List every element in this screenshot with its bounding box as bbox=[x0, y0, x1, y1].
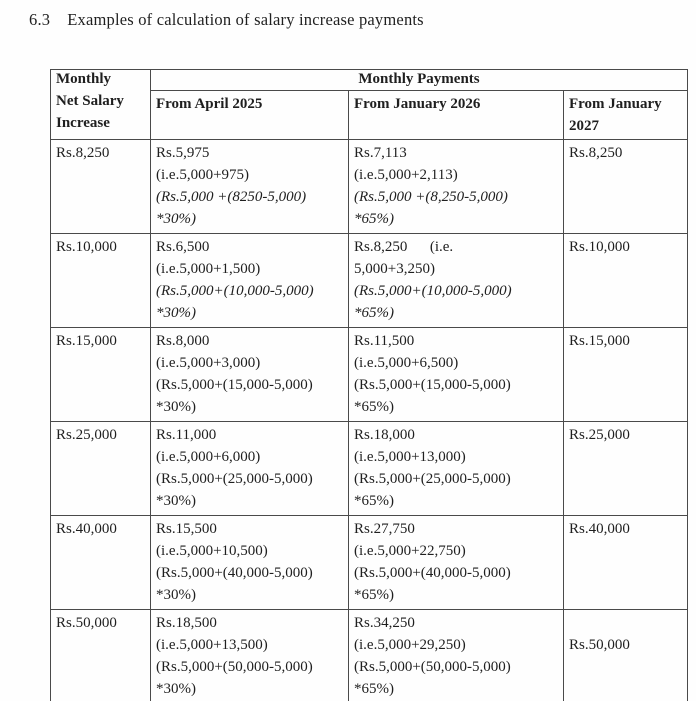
table-body bbox=[51, 140, 688, 701]
cell-line: (i.e.5,000+6,000) bbox=[156, 449, 261, 465]
table-cell-from_january_2027 bbox=[564, 140, 688, 234]
col-header-monthly-payments: Monthly Payments bbox=[151, 70, 688, 91]
table-cell-from_january_2027 bbox=[564, 516, 688, 610]
col-header-from-april-2025: From April 2025 bbox=[151, 91, 349, 140]
cell-line: *65%) bbox=[354, 493, 394, 509]
cell-line: Rs.50,000 bbox=[56, 615, 117, 631]
table-cell-from_april_2025 bbox=[151, 516, 349, 610]
cell-line: (Rs.5,000 +(8,250-5,000) bbox=[354, 189, 508, 205]
table-row bbox=[51, 422, 688, 516]
cell-line: (Rs.5,000+(40,000-5,000) bbox=[354, 565, 511, 581]
salary-increase-table bbox=[50, 69, 688, 701]
table-row bbox=[51, 516, 688, 610]
header-line: Monthly bbox=[56, 71, 112, 87]
table-cell-from_january_2026 bbox=[349, 422, 564, 516]
table-row bbox=[51, 328, 688, 422]
section-title: Examples of calculation of salary increase payments bbox=[67, 10, 424, 29]
table-cell-from_january_2026 bbox=[349, 234, 564, 328]
table-cell-from_april_2025 bbox=[151, 422, 349, 516]
cell-line: Rs.11,500 bbox=[354, 333, 415, 349]
cell-line: (i.e.5,000+13,500) bbox=[156, 637, 268, 653]
table-cell-from_january_2026 bbox=[349, 140, 564, 234]
table-cell-from_january_2026 bbox=[349, 328, 564, 422]
cell-line: (i.e.5,000+6,500) bbox=[354, 355, 459, 371]
table-cell-increase bbox=[51, 234, 151, 328]
cell-line: Rs.27,750 bbox=[354, 521, 415, 537]
col-header-from-january-2026: From January 2026 bbox=[349, 91, 564, 140]
table-cell-from_january_2027 bbox=[564, 328, 688, 422]
table-row bbox=[51, 140, 688, 234]
col-header-monthly-net-salary-increase bbox=[51, 70, 151, 140]
section-heading bbox=[29, 10, 424, 30]
cell-line: *30%) bbox=[156, 211, 196, 227]
cell-line: Rs.40,000 bbox=[56, 521, 117, 537]
cell-line: Rs.8,250 bbox=[569, 145, 623, 161]
cell-line: (i.e.5,000+2,113) bbox=[354, 167, 458, 183]
cell-line: (Rs.5,000 +(8250-5,000) bbox=[156, 189, 307, 205]
cell-line: Rs.7,113 bbox=[354, 145, 407, 161]
header-line: Net Salary bbox=[56, 93, 124, 109]
table-row bbox=[51, 610, 688, 701]
cell-line: Rs.8,250 (i.e. bbox=[354, 239, 454, 255]
table-cell-from_april_2025 bbox=[151, 610, 349, 701]
cell-line: Rs.18,000 bbox=[354, 427, 415, 443]
cell-line bbox=[569, 612, 682, 634]
cell-line: Rs.11,000 bbox=[156, 427, 217, 443]
table-cell-increase bbox=[51, 140, 151, 234]
cell-line: *30%) bbox=[156, 305, 196, 321]
cell-line: Rs.8,250 bbox=[56, 145, 110, 161]
cell-line: *30%) bbox=[156, 399, 196, 415]
cell-line: *30%) bbox=[156, 587, 196, 603]
cell-line: Rs.6,500 bbox=[156, 239, 210, 255]
cell-line: (Rs.5,000+(15,000-5,000) bbox=[156, 377, 313, 393]
table-cell-increase bbox=[51, 516, 151, 610]
cell-line: *30%) bbox=[156, 681, 196, 697]
table-cell-from_january_2026 bbox=[349, 516, 564, 610]
col-header-from-january-2027: From January 2027 bbox=[564, 91, 688, 140]
cell-line: (Rs.5,000+(50,000-5,000) bbox=[156, 659, 313, 675]
cell-line: Rs.15,000 bbox=[56, 333, 117, 349]
cell-line: Rs.15,000 bbox=[569, 333, 630, 349]
table-cell-from_january_2027 bbox=[564, 234, 688, 328]
table-row bbox=[51, 234, 688, 328]
section-number: 6.3 bbox=[29, 10, 51, 29]
cell-line: *65%) bbox=[354, 681, 394, 697]
cell-line: *65%) bbox=[354, 305, 394, 321]
cell-line: (i.e.5,000+29,250) bbox=[354, 637, 466, 653]
table-cell-increase bbox=[51, 610, 151, 701]
table-cell-from_april_2025 bbox=[151, 234, 349, 328]
cell-line: (Rs.5,000+(10,000-5,000) bbox=[156, 283, 314, 299]
cell-line: Rs.10,000 bbox=[569, 239, 630, 255]
cell-line: Rs.25,000 bbox=[56, 427, 117, 443]
table-cell-from_january_2027 bbox=[564, 422, 688, 516]
cell-line: Rs.15,500 bbox=[156, 521, 217, 537]
cell-line: *65%) bbox=[354, 211, 394, 227]
cell-line: (i.e.5,000+22,750) bbox=[354, 543, 466, 559]
table-cell-from_april_2025 bbox=[151, 328, 349, 422]
cell-line: (Rs.5,000+(10,000-5,000) bbox=[354, 283, 512, 299]
cell-line: *30%) bbox=[156, 493, 196, 509]
cell-line: (Rs.5,000+(40,000-5,000) bbox=[156, 565, 313, 581]
cell-line: (i.e.5,000+1,500) bbox=[156, 261, 261, 277]
cell-line: Rs.10,000 bbox=[56, 239, 117, 255]
cell-line: Rs.50,000 bbox=[569, 637, 630, 653]
cell-line: (i.e.5,000+975) bbox=[156, 167, 250, 183]
cell-line: 5,000+3,250) bbox=[354, 261, 435, 277]
table-cell-from_january_2027 bbox=[564, 610, 688, 701]
cell-line: Rs.18,500 bbox=[156, 615, 217, 631]
table-cell-increase bbox=[51, 422, 151, 516]
cell-line: *65%) bbox=[354, 587, 394, 603]
cell-line: (i.e.5,000+13,000) bbox=[354, 449, 466, 465]
cell-line: Rs.25,000 bbox=[569, 427, 630, 443]
header-line: Increase bbox=[56, 115, 110, 131]
cell-line: Rs.40,000 bbox=[569, 521, 630, 537]
cell-line: Rs.5,975 bbox=[156, 145, 210, 161]
cell-line: Rs.8,000 bbox=[156, 333, 210, 349]
cell-line: (Rs.5,000+(50,000-5,000) bbox=[354, 659, 511, 675]
cell-line: (i.e.5,000+10,500) bbox=[156, 543, 268, 559]
header-row-group bbox=[51, 70, 688, 91]
cell-line: (i.e.5,000+3,000) bbox=[156, 355, 261, 371]
table-cell-increase bbox=[51, 328, 151, 422]
cell-line: *65%) bbox=[354, 399, 394, 415]
table-cell-from_january_2026 bbox=[349, 610, 564, 701]
table-cell-from_april_2025 bbox=[151, 140, 349, 234]
cell-line: Rs.34,250 bbox=[354, 615, 415, 631]
cell-line: (Rs.5,000+(25,000-5,000) bbox=[156, 471, 313, 487]
cell-line: (Rs.5,000+(25,000-5,000) bbox=[354, 471, 511, 487]
cell-line: (Rs.5,000+(15,000-5,000) bbox=[354, 377, 511, 393]
